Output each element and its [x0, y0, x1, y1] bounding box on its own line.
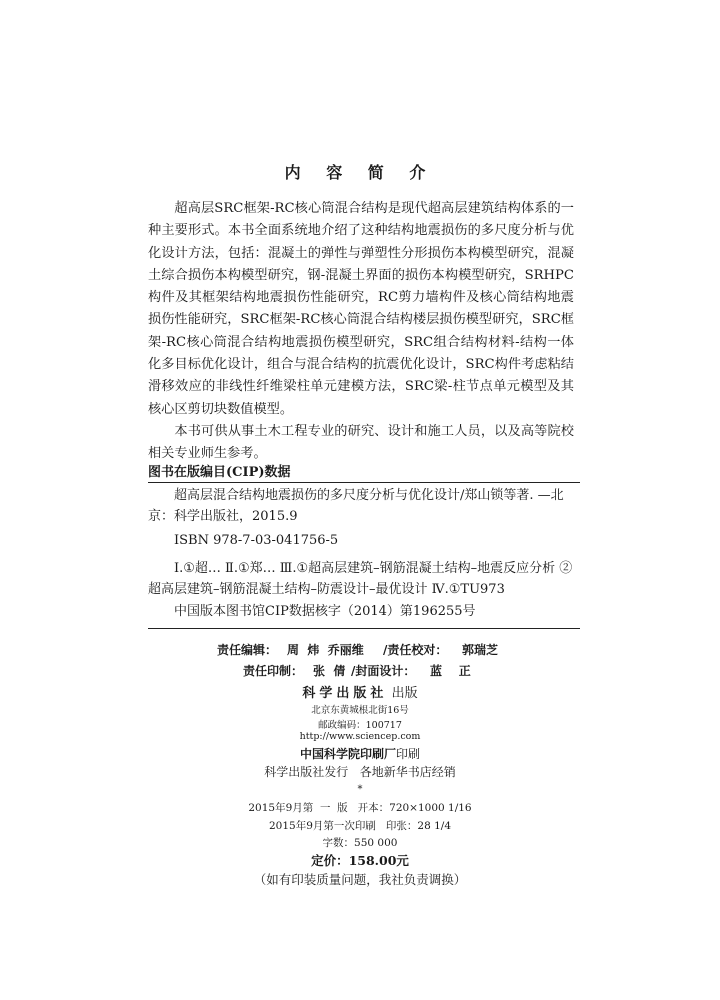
cip-isbn: ISBN 978-7-03-041756-5: [174, 533, 339, 548]
publisher-name: 科学出版社: [302, 686, 388, 701]
publisher-postcode: 邮政编码：100717: [318, 720, 402, 731]
quality-notice: （如有印装质量问题，我社负责调换）: [253, 872, 467, 887]
proofreader-label: /责任校对：: [383, 643, 448, 657]
word-count: 字数：550 000: [322, 837, 398, 849]
print-manager-label: 责任印制：: [243, 664, 304, 678]
distribution-line: 科学出版社发行 各地新华书店经销: [264, 765, 456, 779]
cover-designer-name: 蓝 正: [430, 664, 471, 678]
cip-top-rule: [148, 482, 580, 483]
cip-main-entry: 超高层混合结构地震损伤的多尺度分析与优化设计/郑山锁等著. —北京：科学出版社，2015.9: [148, 488, 564, 524]
printing-line: 2015年9月第一次印刷 印张：28 1/4: [268, 820, 451, 832]
summary-paragraph-2: 本书可供从事土木工程专业的研究、设计和施工人员，以及高等院校相关专业师生参考。: [148, 423, 574, 462]
print-manager-name: 张 倩: [313, 664, 346, 678]
publisher-address: 北京东黄城根北街16号: [311, 705, 409, 716]
price: 定价：158.00元: [311, 853, 409, 868]
separator-asterisk: *: [357, 784, 363, 795]
edition-line: 2015年9月第 一 版 开本：720×1000 1/16: [248, 802, 472, 814]
proofreader-name: 郭瑞芝: [462, 643, 499, 657]
cip-record-number: 中国版本图书馆CIP数据核字（2014）第196255号: [174, 604, 476, 619]
summary-title: 内 容 简 介: [284, 163, 436, 182]
summary-body: [148, 198, 574, 466]
cover-designer-label: /封面设计：: [351, 664, 416, 678]
cip-bottom-rule: [148, 628, 580, 629]
publisher-url: http://www.sciencep.com: [299, 731, 421, 742]
editor-names: 周 炜 乔丽维: [287, 643, 364, 657]
publisher-suffix: 出版: [391, 686, 418, 701]
cip-classification: Ⅰ.①超… Ⅱ.①郑… Ⅲ.①超高层建筑–钢筋混凝土结构–地震反应分析 ②超高层建筑–钢筋混凝土结构–防震设计–最优设计 Ⅳ.①TU973: [148, 561, 573, 597]
editor-label: 责任编辑：: [217, 643, 278, 657]
printer-line: [0, 745, 720, 762]
summary-paragraph-1: 超高层SRC框架-RC核心筒混合结构是现代超高层建筑结构体系的一种主要形式。本书全面系统地介绍了这种结构地震损伤的多尺度分析与优化设计方法，包括：混凝土的弹性与弹塑性分形损伤本构模型研究，混凝土综合损伤本构模型研究，钢-混凝土界面的损伤本构模型研究，SRHPC构件及其框架结构地震损伤性能研究，RC剪力墙构件及核心筒结构地震损伤性能研究，SRC框架-RC核心筒混合结构楼层损伤模型研究，SRC框架-RC核心筒混合结构地震损伤模型研究，SRC组合结构材料-结构一体化多目标优化设计，组合与混合结构的抗震优化设计，SRC构件考虑粘结滑移效应的非线性纤维梁柱单元建模方法，SRC梁-柱节点单元模型及其核心区剪切块数值模型。: [148, 201, 574, 417]
printer-suffix: 印刷: [396, 747, 421, 761]
cip-heading: 图书在版编目(CIP)数据: [148, 465, 291, 480]
printer-name: 中国科学院印刷厂: [299, 747, 396, 761]
publisher-line: [0, 682, 720, 701]
